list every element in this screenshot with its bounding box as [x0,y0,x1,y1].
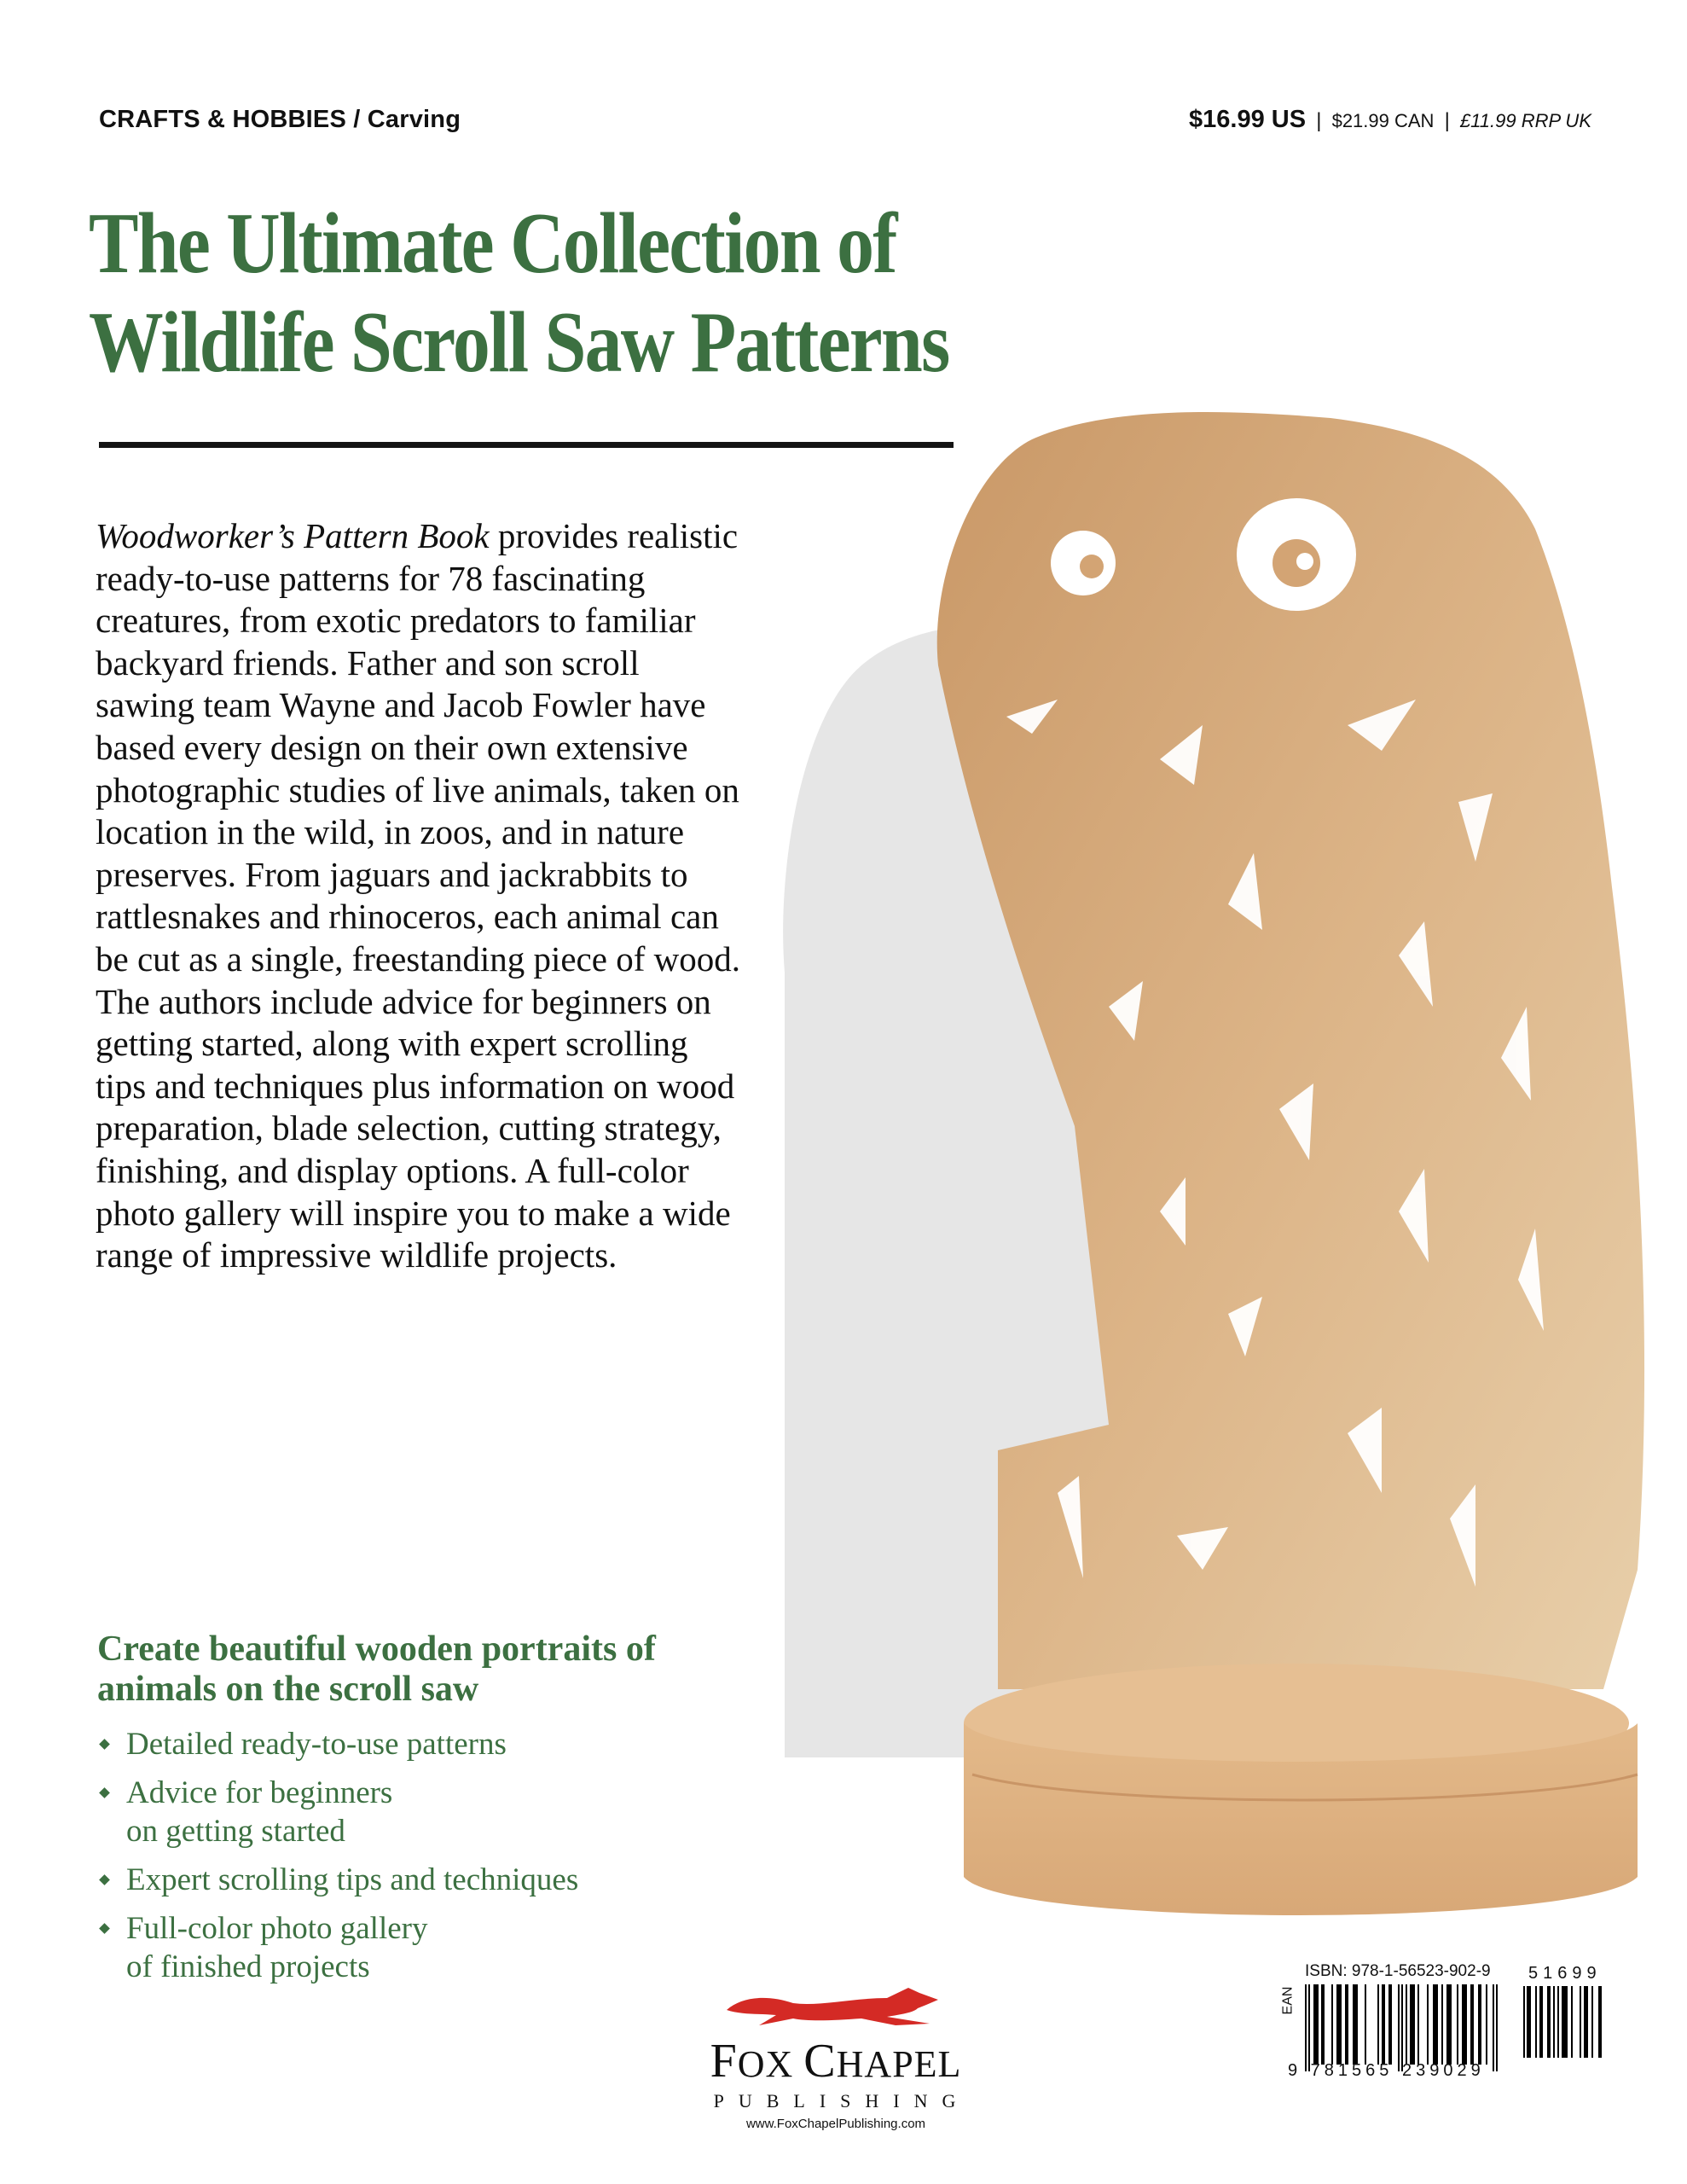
price-can: $21.99 CAN [1331,110,1435,131]
price-us: $16.99 US [1189,106,1307,133]
features-heading: Create beautiful wooden portraits of animals on the scroll saw [97,1629,656,1709]
publisher-url[interactable]: www.FoxChapelPublishing.com [745,2117,926,2131]
title-line-1: The Ultimate Collection of [89,195,896,292]
publisher-logo [674,1988,998,2131]
description-text: provides realistic ready-to-use patterns for 78 fascinating creatures, from exotic predators to familiar backyard friends. Father and son scroll sawing team Wayne and Jacob Fowler have based every design on their own extensive photographic studies of live animals, taken on location in the wild, in zoos, and in nature preserves. From jaguars and jackrabbits to rattlesnakes and rhinoceros, each animal can be cut as a single, freestanding piece of wood. The authors include advice for beginners on getting started, along with expert scrolling tips and techniques plus information on wood preparation, blade selection, cutting strategy, finishing, and display options. A full-color photo gallery will inspire you to make a wide range of impressive wildlife projects. [96,516,740,1275]
featured-book-title: Woodworker’s Pattern Book [96,516,490,555]
price-separator: | [1316,109,1322,132]
running-fox-icon [725,1988,947,2027]
ean-label: EAN [1280,1986,1296,2015]
bullet-diamond-icon [99,1739,110,1750]
price-separator: | [1444,109,1450,132]
price-uk: £11.99 RRP UK [1459,110,1591,131]
bullet-diamond-icon [99,1787,110,1798]
publisher-subtitle: PUBLISHING [713,2090,971,2111]
feature-item: Full-color photo gallery of finished projects [97,1909,450,1986]
owl-carving-photo [751,358,1687,1945]
feature-item: Advice for beginners on getting started [97,1774,408,1850]
isbn-text: ISBN: 978-1-56523-902-9 [1305,1962,1491,1980]
features-list [97,1725,578,1996]
publisher-name: FOX CHAPEL [710,2035,962,2088]
barcode-bars-icon [1305,1984,1501,2071]
description-paragraph [96,515,744,1277]
bullet-diamond-icon [99,1874,110,1885]
category-label: CRAFTS & HOBBIES / Carving [99,106,461,133]
addon-bars-icon [1523,1986,1621,2058]
isbn-barcode [1279,1962,1603,2090]
feature-item: Expert scrolling tips and techniques [97,1861,578,1899]
feature-item: Detailed ready-to-use patterns [97,1725,578,1763]
title-line-2: Wildlife Scroll Saw Patterns [89,294,949,391]
price-block [1189,106,1591,134]
bullet-diamond-icon [99,1923,110,1934]
barcode-addon-digits: 51699 [1528,1964,1602,1983]
barcode-digits: 9 781565 239029 [1288,2061,1485,2080]
